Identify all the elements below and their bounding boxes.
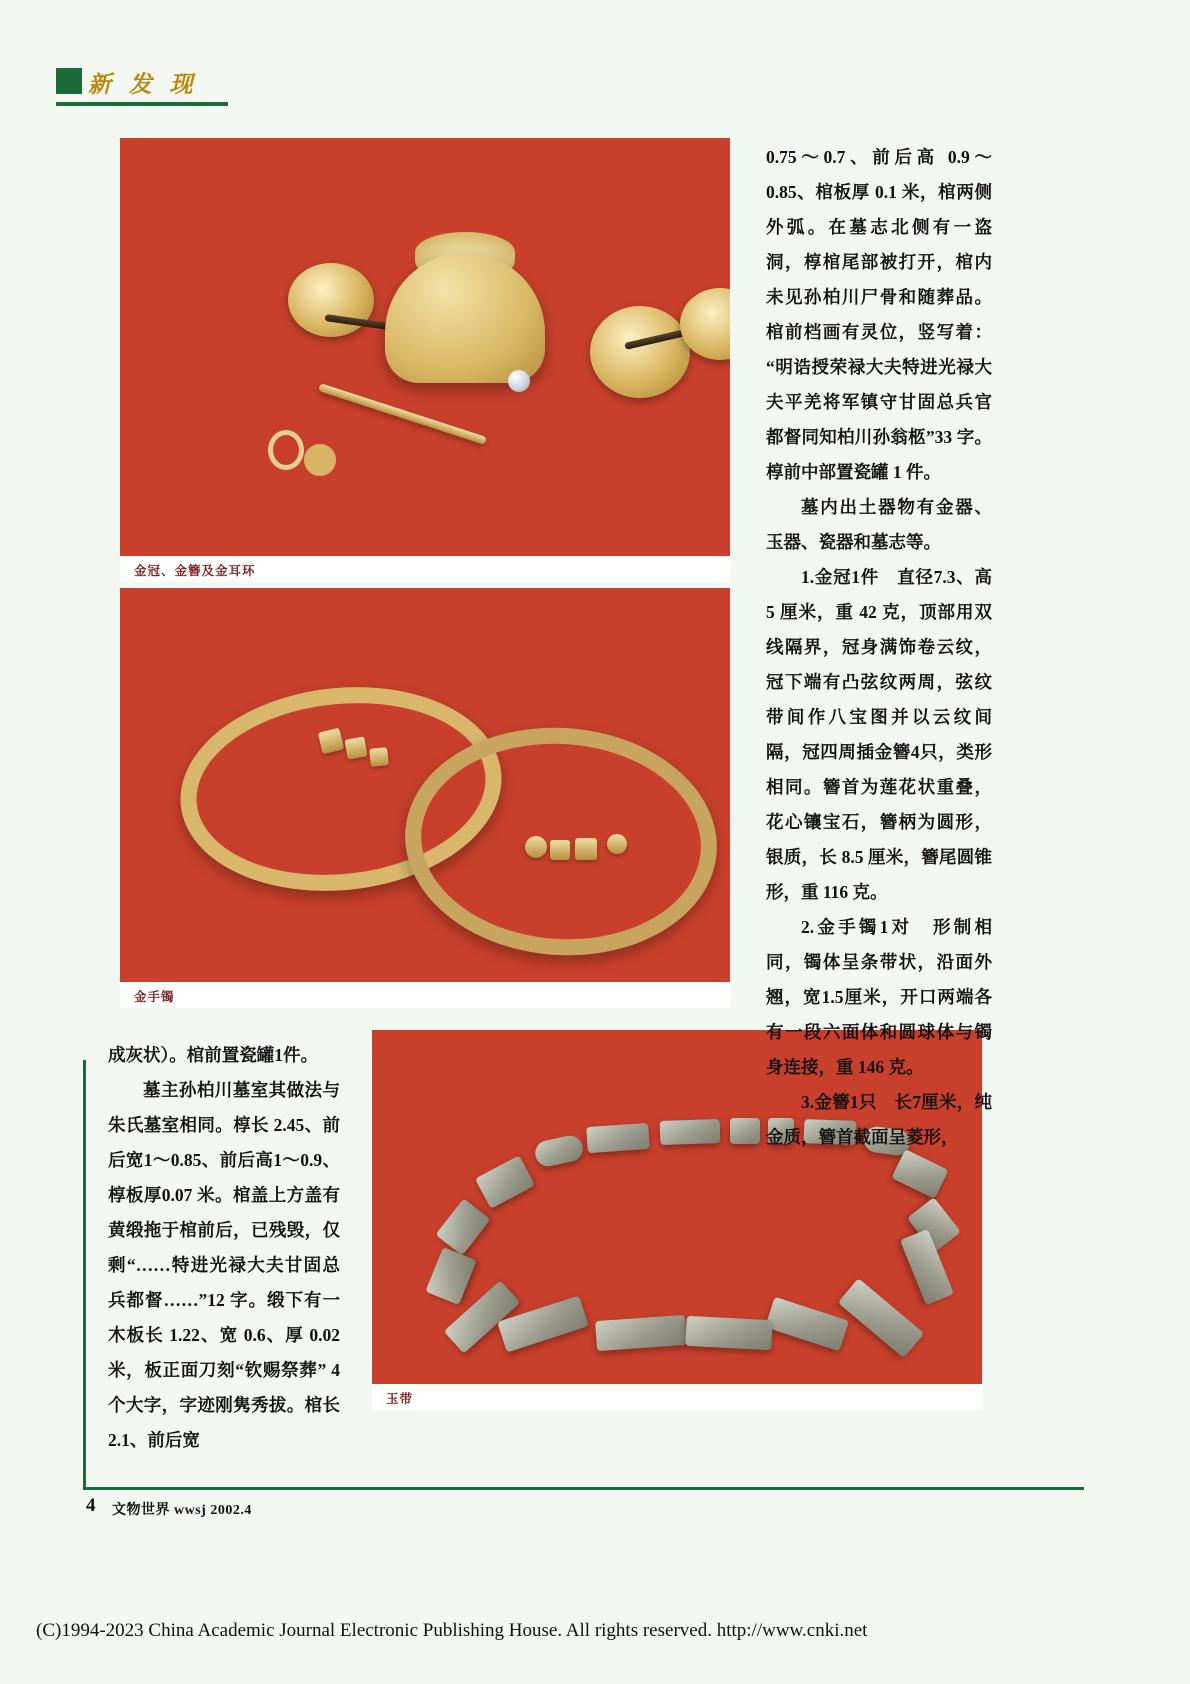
gold-hairpin	[318, 383, 487, 445]
section-header	[56, 60, 236, 110]
page-footer	[84, 1487, 1084, 1517]
body-text-right-column	[766, 140, 992, 1155]
figure-gold-bracelets	[120, 588, 730, 1008]
bracelet-bead	[575, 838, 597, 860]
figure-caption: 玉带	[386, 1392, 414, 1406]
header-green-block	[56, 68, 82, 94]
figure-caption: 金手镯	[134, 990, 175, 1004]
bracelet-bead	[525, 836, 547, 858]
paragraph: 墓内出土器物有金器、玉器、瓷器和墓志等。	[766, 497, 992, 552]
jade-plaque	[595, 1315, 687, 1351]
jade-plaque	[891, 1149, 948, 1199]
paragraph: 0.75～0.7、前后高 0.9～0.85、棺板厚 0.1 米，棺两侧外弧。在墓志北侧有一盗洞，椁棺尾部被打开，棺内未见孙柏川尸骨和随葬品。棺前档画有灵位，竖写着：“明诰授荣禄大夫特进光禄大夫平羌将军镇守甘固总兵官都督同知柏川孙翁柩”33 字。椁前中部置瓷罐 1 件。	[766, 147, 992, 482]
body-text-left-column	[108, 1038, 340, 1458]
gold-earring	[268, 430, 304, 470]
paragraph: 2.金手镯1对 形制相同，镯体呈条带状，沿面外翘，宽1.5厘米，开口两端各有一段六面体和圆球体与镯身连接，重 146 克。	[766, 917, 992, 1077]
bracelet-bead	[550, 840, 570, 860]
page-number: 4	[86, 1495, 96, 1516]
jade-plaque	[685, 1316, 772, 1350]
jade-plaque	[533, 1133, 585, 1168]
paragraph: 1.金冠1件 直径7.3、高 5 厘米，重 42 克，顶部用双线隔界，冠身满饰卷云纹，冠下端有凸弦纹两周，弦纹带间作八宝图并以云纹间隔，冠四周插金簪4只，类形相同。簪首为莲花状重叠，花心镶宝石，簪柄为圆形，银质，长 8.5 厘米，簪尾圆锥形，重 116 克。	[766, 567, 992, 902]
paragraph: 3.金簪1只 长7厘米，纯金质，簪首截面呈菱形，	[766, 1092, 992, 1147]
jade-plaque	[765, 1297, 849, 1352]
header-rule	[56, 102, 228, 106]
jade-plaque	[586, 1123, 650, 1153]
gold-flower-ornament	[590, 306, 690, 398]
figure-gold-crown	[120, 138, 730, 582]
left-column-rule	[83, 1060, 86, 1490]
jade-plaque	[730, 1118, 760, 1144]
bracelet-bead	[369, 747, 389, 767]
journal-info: 文物世界 wwsj 2002.4	[112, 1503, 252, 1518]
inlaid-gem	[508, 370, 530, 392]
jade-plaque	[838, 1278, 924, 1358]
paragraph: 墓主孙柏川墓室其做法与朱氏墓室相同。椁长 2.45、前后宽1～0.85、前后高1～0.9、椁板厚0.07 米。棺盖上方盖有黄缎拖于棺前后，已残毁，仅剩“……特进光禄大夫甘固总兵都督……”12 字。缎下有一木板长 1.22、宽 0.6、厚 0.02米，板正面刀刻“钦赐祭葬” 4 个大字，字迹刚隽秀拔。棺长 2.1、前后宽	[108, 1080, 340, 1450]
bracelet-bead	[344, 736, 367, 759]
crown-body	[385, 253, 545, 383]
figure-caption-bar	[120, 556, 730, 582]
figure-caption-bar	[120, 982, 730, 1008]
section-title: 新 发 现	[88, 72, 199, 97]
jade-plaque	[660, 1119, 721, 1145]
jade-plaque	[425, 1247, 476, 1305]
jade-plaque	[475, 1155, 535, 1208]
figure-caption: 金冠、金簪及金耳环	[134, 564, 256, 578]
copyright-notice: (C)1994-2023 China Academic Journal Electronic Publishing House. All rights reserved. http://www.cnki.net	[36, 1620, 868, 1641]
paragraph: 成灰状）。棺前置瓷罐1件。	[108, 1045, 318, 1065]
footer-rule	[84, 1487, 1084, 1490]
figure-caption-bar	[372, 1384, 982, 1410]
bracelet-bead	[607, 834, 627, 854]
gold-earring	[304, 444, 336, 476]
